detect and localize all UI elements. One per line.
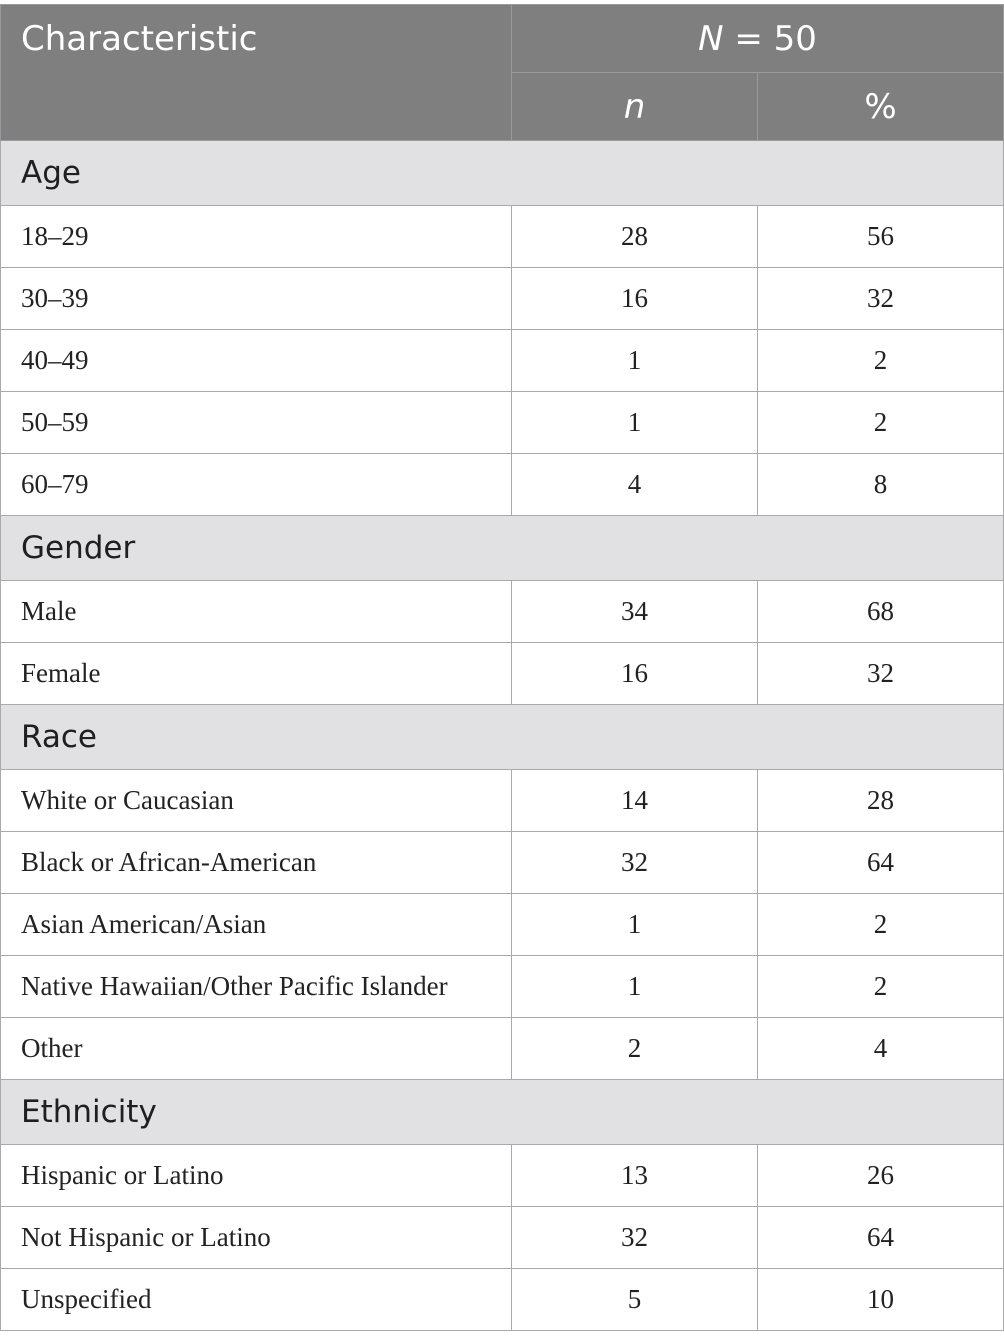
row-n-value: 32 — [512, 832, 758, 894]
table-body — [1, 141, 1004, 1331]
row-label: 60–79 — [1, 454, 512, 516]
row-label: Male — [1, 581, 512, 643]
row-n-value: 32 — [512, 1207, 758, 1269]
row-label: Female — [1, 643, 512, 705]
row-n-value: 4 — [512, 454, 758, 516]
row-n-value: 16 — [512, 268, 758, 330]
table-row — [1, 392, 1004, 454]
section-row-race — [1, 705, 1004, 770]
table-row — [1, 956, 1004, 1018]
row-percent-value: 28 — [758, 770, 1004, 832]
section-title: Race — [1, 705, 1004, 770]
row-n-value: 5 — [512, 1269, 758, 1331]
row-percent-value: 2 — [758, 894, 1004, 956]
table-row — [1, 206, 1004, 268]
row-n-value: 34 — [512, 581, 758, 643]
table-row — [1, 1145, 1004, 1207]
row-n-value: 1 — [512, 330, 758, 392]
table-row — [1, 1207, 1004, 1269]
row-label: 30–39 — [1, 268, 512, 330]
row-label: Unspecified — [1, 1269, 512, 1331]
row-n-value: 13 — [512, 1145, 758, 1207]
header-total-n-value: = 50 — [723, 18, 817, 59]
row-percent-value: 2 — [758, 330, 1004, 392]
row-percent-value: 4 — [758, 1018, 1004, 1080]
section-row-age — [1, 141, 1004, 206]
row-percent-value: 26 — [758, 1145, 1004, 1207]
table-row — [1, 268, 1004, 330]
demographics-table — [0, 4, 1004, 1331]
header-total-n-var: N — [698, 18, 724, 59]
header-characteristic: Characteristic — [1, 5, 512, 141]
header-percent: % — [758, 73, 1004, 141]
row-n-value: 14 — [512, 770, 758, 832]
section-title: Age — [1, 141, 1004, 206]
row-percent-value: 64 — [758, 1207, 1004, 1269]
table-row — [1, 770, 1004, 832]
table-row — [1, 894, 1004, 956]
row-n-value: 1 — [512, 956, 758, 1018]
row-n-value: 1 — [512, 392, 758, 454]
table-row — [1, 454, 1004, 516]
row-n-value: 16 — [512, 643, 758, 705]
row-percent-value: 32 — [758, 643, 1004, 705]
row-label: Hispanic or Latino — [1, 1145, 512, 1207]
section-title: Ethnicity — [1, 1080, 1004, 1145]
section-title: Gender — [1, 516, 1004, 581]
row-percent-value: 64 — [758, 832, 1004, 894]
row-n-value: 28 — [512, 206, 758, 268]
row-percent-value: 32 — [758, 268, 1004, 330]
row-label: Black or African-American — [1, 832, 512, 894]
row-label: 18–29 — [1, 206, 512, 268]
row-percent-value: 2 — [758, 956, 1004, 1018]
table-row — [1, 832, 1004, 894]
row-label: Not Hispanic or Latino — [1, 1207, 512, 1269]
header-n: n — [512, 73, 758, 141]
row-percent-value: 56 — [758, 206, 1004, 268]
row-label: Asian American/Asian — [1, 894, 512, 956]
table-header — [1, 5, 1004, 141]
section-row-ethnicity — [1, 1080, 1004, 1145]
row-n-value: 1 — [512, 894, 758, 956]
table-row — [1, 1269, 1004, 1331]
row-label: 40–49 — [1, 330, 512, 392]
header-total-n — [512, 5, 1004, 73]
row-percent-value: 68 — [758, 581, 1004, 643]
section-row-gender — [1, 516, 1004, 581]
row-percent-value: 10 — [758, 1269, 1004, 1331]
row-label: Other — [1, 1018, 512, 1080]
row-label: White or Caucasian — [1, 770, 512, 832]
row-label: Native Hawaiian/Other Pacific Islander — [1, 956, 512, 1018]
table-row — [1, 1018, 1004, 1080]
row-percent-value: 2 — [758, 392, 1004, 454]
row-percent-value: 8 — [758, 454, 1004, 516]
table-row — [1, 330, 1004, 392]
row-n-value: 2 — [512, 1018, 758, 1080]
demographics-table-container — [0, 4, 1003, 1331]
table-row — [1, 643, 1004, 705]
row-label: 50–59 — [1, 392, 512, 454]
table-row — [1, 581, 1004, 643]
